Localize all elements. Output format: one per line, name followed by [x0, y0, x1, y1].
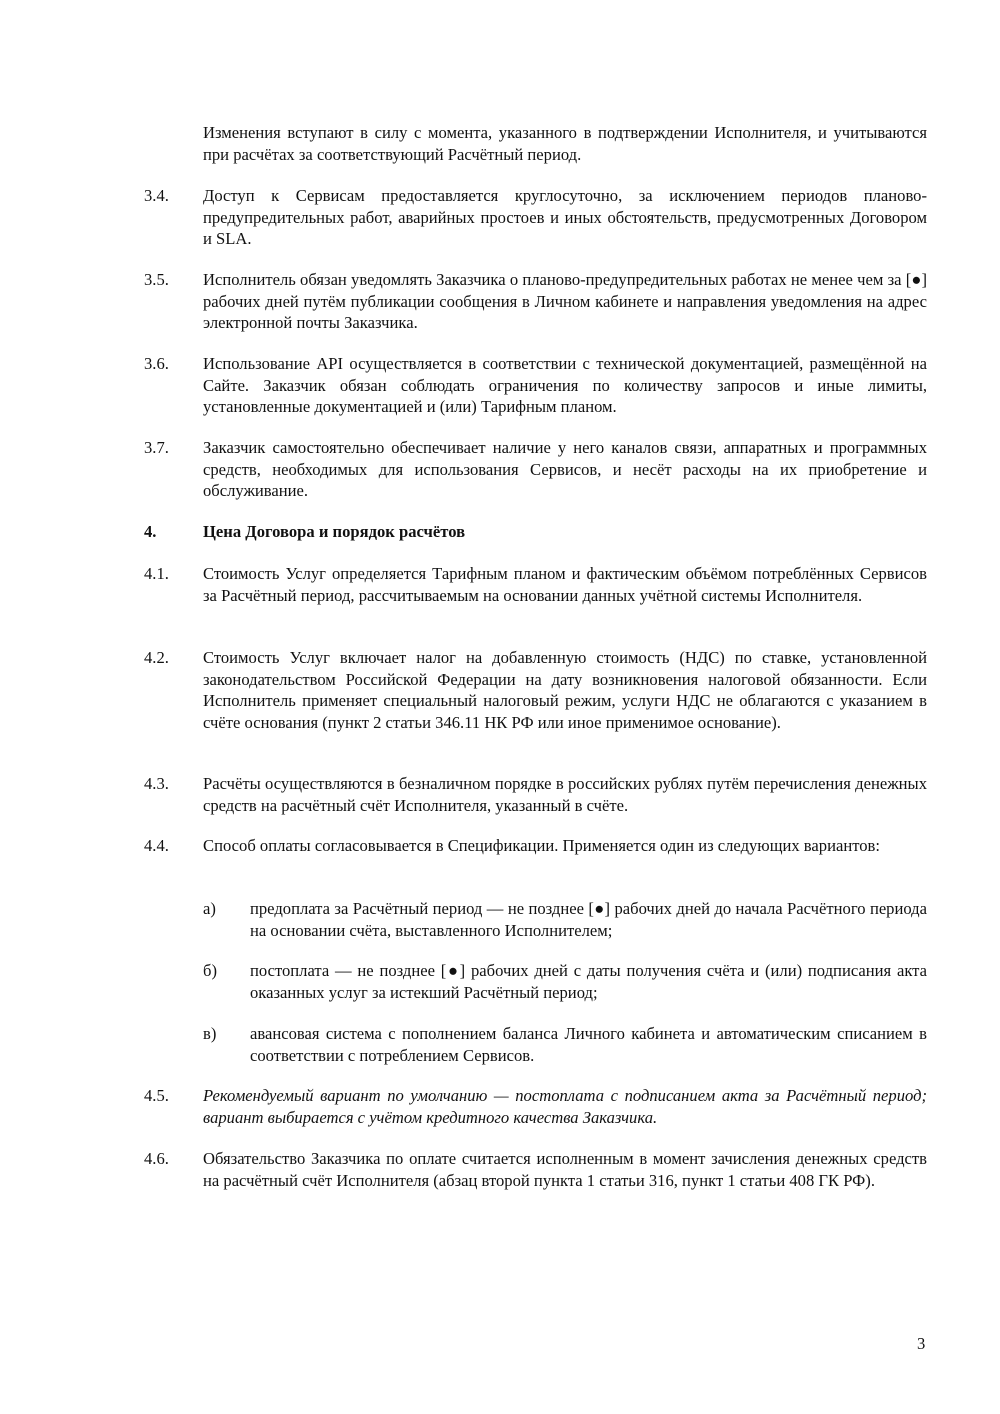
section-number: 4.	[144, 522, 157, 541]
clause-number: 4.3.	[144, 774, 169, 793]
option-text: постоплата — не позднее [●] рабочих дней с даты получения счёта и (или) подписания акта оказанных услуг за истекший Расчётный период;	[250, 961, 927, 1002]
clause-text: Стоимость Услуг включает налог на добавленную стоимость (НДС) по ставке, установленной законодательством Российской Федерации на дату возникновения налоговой обязанности. Если Исполнитель применяет специальный налоговый режим, услуги НДС не облагаются с указанием в счёте основания (пункт 2 статьи 346.11 НК РФ или иное применимое основание).	[203, 648, 927, 732]
option-text: авансовая система с пополнением баланса Личного кабинета и автоматическим списанием в соответствии с потреблением Сервисов.	[250, 1024, 927, 1065]
clause-number: 3.4.	[144, 186, 169, 205]
section-title: Цена Договора и порядок расчётов	[203, 522, 466, 541]
clause-text: Исполнитель обязан уведомлять Заказчика о планово-предупредительных работах не менее чем за [●] рабочих дней путём публикации сообщения в Личном кабинете и направления уведомления на адрес электронной почты Заказчика.	[203, 270, 927, 333]
clause-number: 3.7.	[144, 438, 169, 457]
clause-number: 4.1.	[144, 564, 169, 583]
option-text: предоплата за Расчётный период — не позднее [●] рабочих дней до начала Расчётного периода на основании счёта, выставленного Исполнителем;	[250, 899, 927, 940]
clause-number: 4.5.	[144, 1086, 169, 1105]
option-letter: а)	[203, 899, 216, 918]
option-letter: б)	[203, 961, 217, 980]
clause-text: Заказчик самостоятельно обеспечивает наличие у него каналов связи, аппаратных и программных средств, необходимых для использования Сервисов, и несёт расходы на их приобретение и обслуживание.	[203, 438, 927, 501]
clause-number: 3.6.	[144, 354, 169, 373]
clause-number: 3.5.	[144, 270, 169, 289]
clause-text: Расчёты осуществляются в безналичном порядке в российских рублях путём перечисления денежных средств на расчётный счёт Исполнителя, указанный в счёте.	[203, 774, 927, 815]
option-letter: в)	[203, 1024, 217, 1043]
clause-text: Доступ к Сервисам предоставляется круглосуточно, за исключением периодов планово-предупредительных работ, аварийных простоев и иных обстоятельств, предусмотренных Договором и SLA.	[203, 186, 927, 249]
clause-number: 4.2.	[144, 648, 169, 667]
clause-text: Обязательство Заказчика по оплате считается исполненным в момент зачисления денежных средств на расчётный счёт Исполнителя (абзац второй пункта 1 статьи 316, пункт 1 статьи 408 ГК РФ).	[203, 1149, 927, 1190]
clause-number: 4.4.	[144, 836, 169, 855]
clause-number: 4.6.	[144, 1149, 169, 1168]
clause-text: Использование API осуществляется в соответствии с технической документацией, размещённой на Сайте. Заказчик обязан соблюдать ограничения по количеству запросов и иные лимиты, установленные документацией и (или) Тарифным планом.	[203, 354, 927, 417]
clause-text: Способ оплаты согласовывается в Спецификации. Применяется один из следующих вариантов:	[203, 836, 880, 855]
clause-text: Стоимость Услуг определяется Тарифным планом и фактическим объёмом потреблённых Сервисов за Расчётный период, рассчитываемым на основании данных учётной системы Исполнителя.	[203, 564, 927, 605]
page-number: 3	[917, 1334, 926, 1353]
clause-text-italic: Рекомендуемый вариант по умолчанию — постоплата с подписанием акта за Расчётный период; вариант выбирается с учётом кредитного качества Заказчика.	[203, 1086, 927, 1127]
continuation-paragraph: Изменения вступают в силу с момента, указанного в подтверждении Исполнителя, и учитываются при расчётах за соответствующий Расчётный период.	[203, 123, 927, 164]
